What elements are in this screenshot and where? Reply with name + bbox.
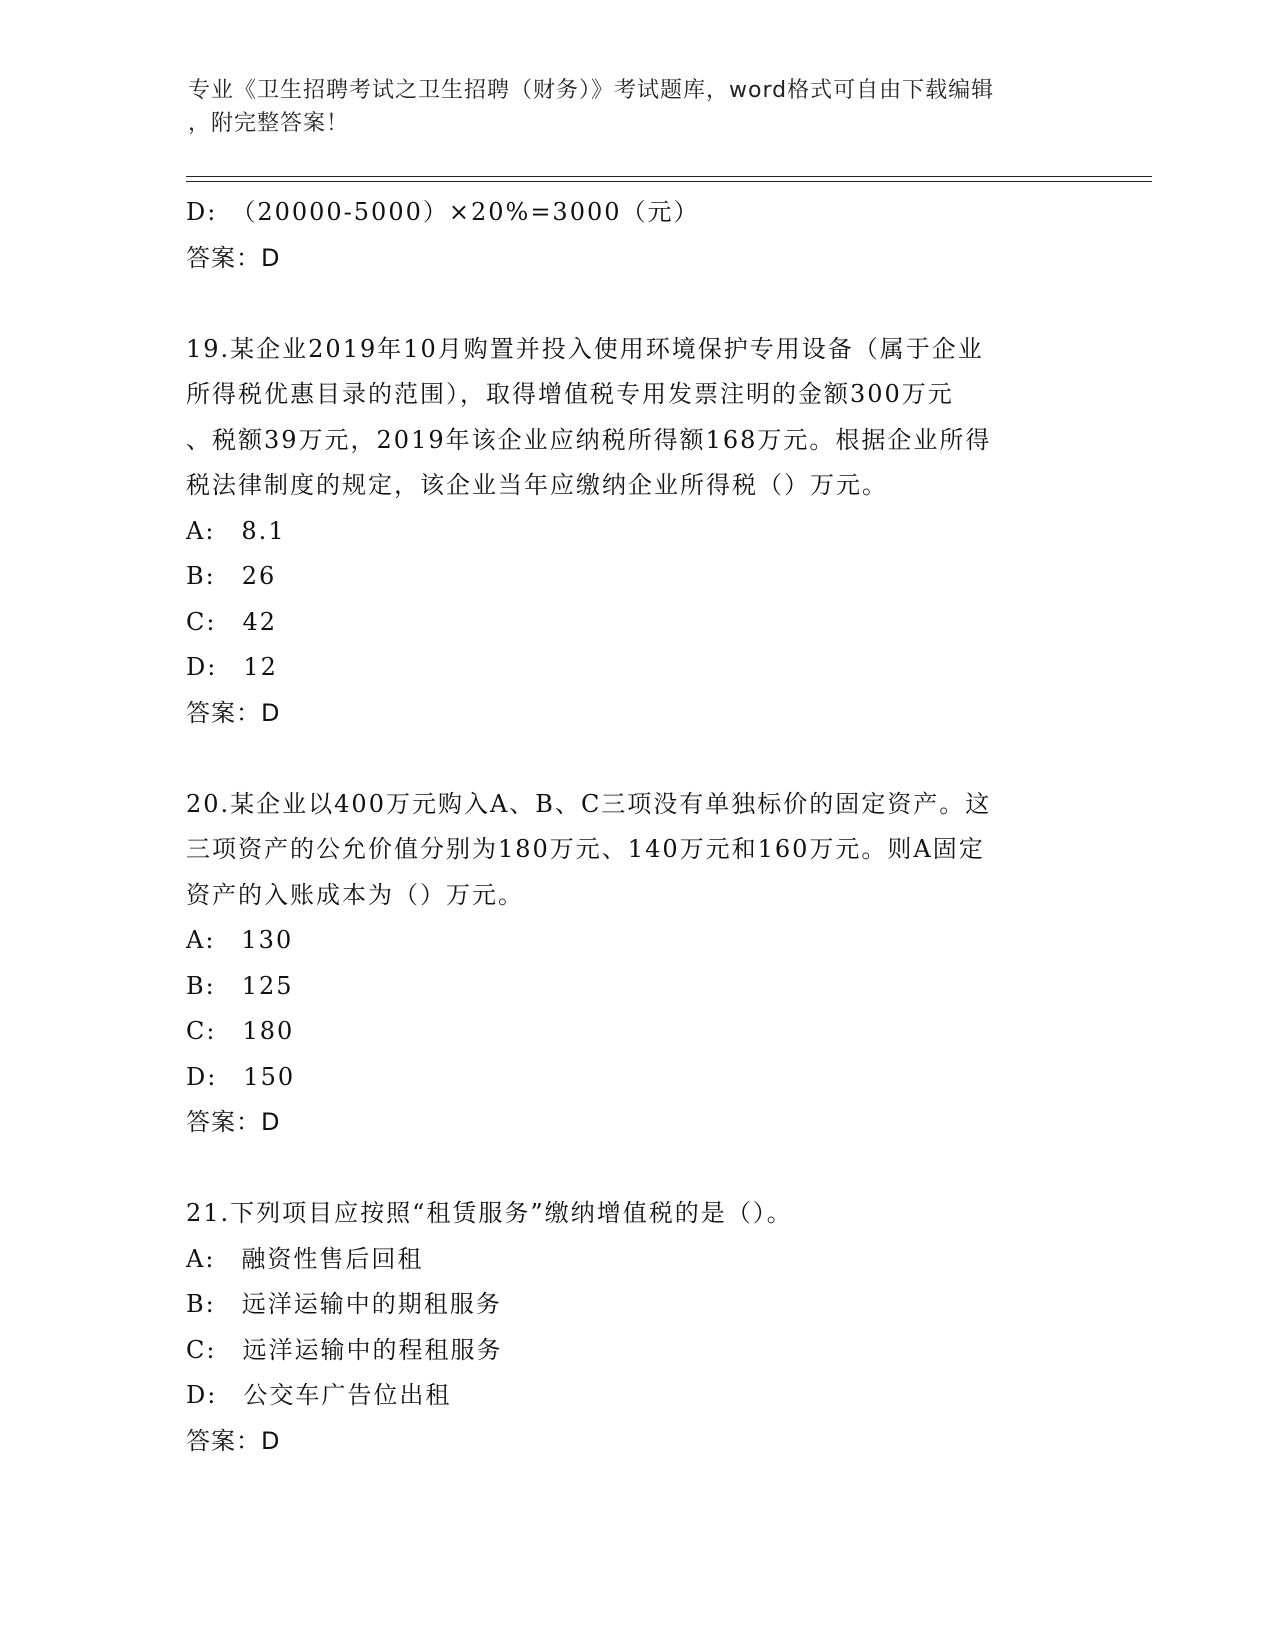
- question-20: [186, 782, 1086, 1146]
- option-d: D: 150: [186, 1062, 296, 1091]
- option-d: D: 公交车广告位出租: [186, 1381, 452, 1409]
- option-d: D: 12: [186, 653, 278, 681]
- header-rule-bottom: [186, 181, 1152, 182]
- option-b: B: 125: [186, 971, 294, 1000]
- option-c: C: 180: [186, 1017, 295, 1045]
- header-rule-top: [186, 176, 1152, 177]
- stem-line: 三项资产的公允价值分别为180万元、140万元和160万元。则A固定: [186, 835, 985, 863]
- option-a: A: 融资性售后回租: [186, 1244, 424, 1273]
- prev-question-option-d: D: （20000-5000）×20%=3000（元）: [186, 198, 700, 226]
- stem-line: 资产的入账成本为（）万元。: [186, 880, 524, 909]
- stem-line: 所得税优惠目录的范围），取得增值税专用发票注明的金额300万元: [186, 380, 954, 408]
- document-header: [188, 74, 1068, 140]
- stem-line: 税法律制度的规定，该企业当年应缴纳企业所得税（）万元。: [186, 471, 888, 499]
- option-c: C: 远洋运输中的程租服务: [186, 1335, 503, 1364]
- stem-line: 20.某企业以400万元购入A、B、C三项没有单独标价的固定资产。这: [186, 789, 992, 818]
- document-body: [186, 190, 1086, 1464]
- answer: 答案：D: [186, 698, 281, 727]
- stem-line: 、税额39万元，2019年该企业应纳税所得额168万元。根据企业所得: [186, 425, 992, 454]
- option-b: B: 远洋运输中的期租服务: [186, 1290, 502, 1318]
- question-stem: [186, 782, 1086, 919]
- stem-line: 19.某企业2019年10月购置并投入使用环境保护专用设备（属于企业: [186, 334, 984, 363]
- header-line-2: ，附完整答案！: [188, 111, 350, 136]
- option-c: C: 42: [186, 607, 277, 636]
- stem-line: 21.下列项目应按照“租赁服务”缴纳增值税的是（）。: [186, 1199, 793, 1227]
- question-19: [186, 327, 1086, 737]
- prev-question-answer: 答案：D: [186, 243, 281, 272]
- answer: 答案：D: [186, 1108, 281, 1136]
- option-b: B: 26: [186, 562, 277, 590]
- question-stem: [186, 1191, 1086, 1237]
- question-21: [186, 1191, 1086, 1464]
- header-line-1: 专业《卫生招聘考试之卫生招聘（财务）》考试题库，word格式可自由下载编辑: [188, 78, 995, 103]
- option-a: A: 8.1: [186, 516, 286, 545]
- option-a: A: 130: [186, 926, 294, 954]
- answer: 答案：D: [186, 1426, 281, 1455]
- question-stem: [186, 327, 1086, 509]
